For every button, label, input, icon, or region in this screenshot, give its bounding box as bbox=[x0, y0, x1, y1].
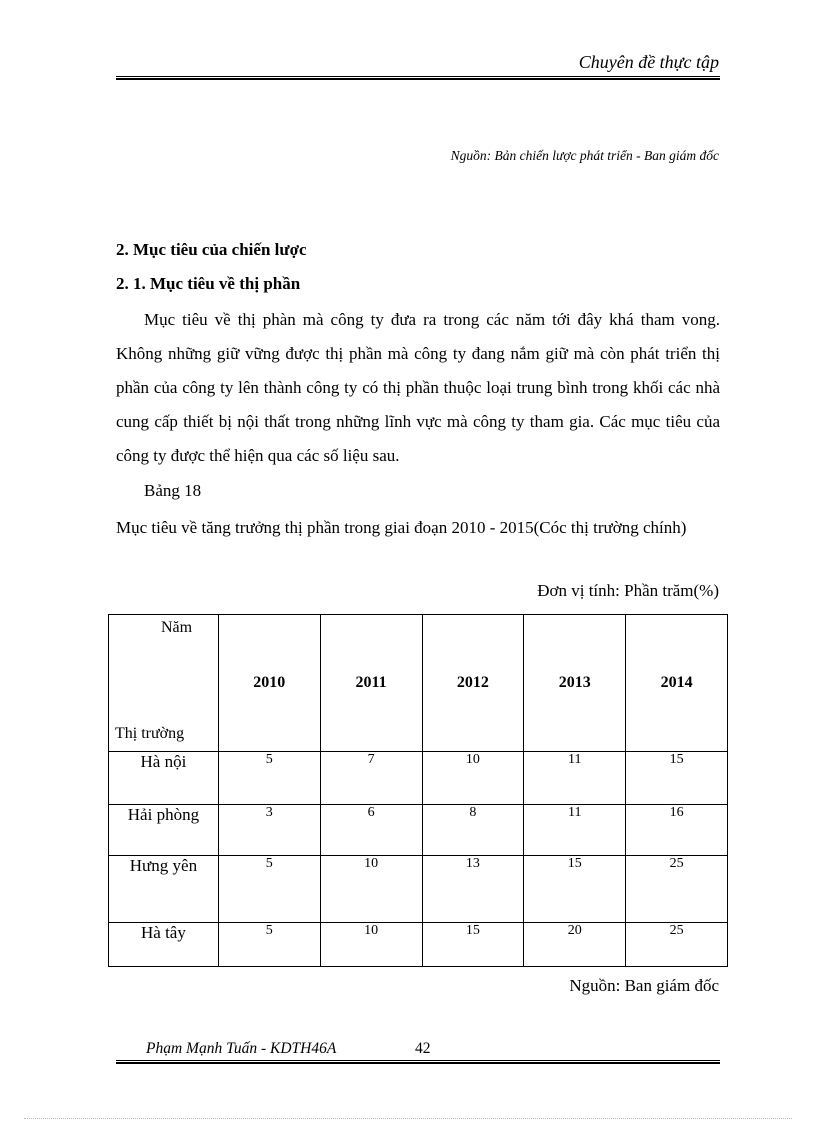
table-unit: Đơn vị tính: Phần trăm(%) bbox=[537, 581, 719, 600]
table-cell: 15 bbox=[524, 856, 626, 923]
table-source: Nguồn: Ban giám đốc bbox=[569, 976, 719, 995]
market-name: Hà nội bbox=[109, 752, 219, 805]
table-cell: 7 bbox=[320, 752, 422, 805]
corner-label-year: Năm bbox=[161, 619, 193, 636]
table-cell: 5 bbox=[218, 752, 320, 805]
table-cell: 25 bbox=[626, 856, 728, 923]
market-name: Hà tây bbox=[109, 923, 219, 967]
footer-author: Phạm Mạnh Tuấn - KDTH46A bbox=[146, 1040, 337, 1057]
header-title: Chuyên đề thực tập bbox=[578, 52, 719, 72]
market-name: Hải phòng bbox=[109, 805, 219, 856]
market-name: Hưng yên bbox=[109, 856, 219, 923]
body-paragraph: Mục tiêu về thị phàn mà công ty đưa ra trong các năm tới đây khá tham vong. Không những giữ vững được thị phần mà công ty đang nắm giữ mà còn phát triển thị phần của công ty lên thành công ty có thị phần thuộc loại trung bình trong khối các nhà cung cấp thiết bị nội thất trong những lĩnh vực mà công ty tham gia. Các mục tiêu của công ty được thể hiện qua các số liệu sau. bbox=[116, 310, 720, 465]
year-header: 2010 bbox=[218, 615, 320, 752]
source-note-top: Nguồn: Bản chiến lược phát triển - Ban giám đốc bbox=[450, 148, 719, 163]
table-cell: 10 bbox=[320, 856, 422, 923]
table-cell: 10 bbox=[422, 752, 524, 805]
section-heading: 2. Mục tiêu của chiến lược bbox=[116, 240, 307, 259]
page-number: 42 bbox=[415, 1040, 431, 1057]
section-subheading: 2. 1. Mục tiêu về thị phần bbox=[116, 274, 301, 293]
table-cell: 8 bbox=[422, 805, 524, 856]
year-header: 2012 bbox=[422, 615, 524, 752]
table-cell: 20 bbox=[524, 923, 626, 967]
table-cell: 10 bbox=[320, 923, 422, 967]
table-label: Bảng 18 bbox=[144, 481, 202, 500]
page-edge-line bbox=[24, 1118, 792, 1119]
table-cell: 15 bbox=[422, 923, 524, 967]
table-cell: 11 bbox=[524, 805, 626, 856]
table-row bbox=[109, 856, 728, 923]
table-cell: 11 bbox=[524, 752, 626, 805]
table-cell: 16 bbox=[626, 805, 728, 856]
table-cell: 13 bbox=[422, 856, 524, 923]
table-cell: 15 bbox=[626, 752, 728, 805]
table-cell: 5 bbox=[218, 856, 320, 923]
table-row bbox=[109, 923, 728, 967]
table-corner-cell bbox=[109, 615, 219, 752]
table-cell: 6 bbox=[320, 805, 422, 856]
header-rule bbox=[116, 76, 720, 80]
year-header: 2014 bbox=[626, 615, 728, 752]
table-cell: 5 bbox=[218, 923, 320, 967]
market-share-table bbox=[108, 614, 728, 967]
table-header-row bbox=[109, 615, 728, 752]
table-cell: 3 bbox=[218, 805, 320, 856]
year-header: 2013 bbox=[524, 615, 626, 752]
corner-label-market: Thị trường bbox=[115, 725, 185, 742]
table-cell: 25 bbox=[626, 923, 728, 967]
table-row bbox=[109, 805, 728, 856]
year-header: 2011 bbox=[320, 615, 422, 752]
table-row bbox=[109, 752, 728, 805]
footer-rule bbox=[116, 1060, 720, 1064]
table-caption: Mục tiêu về tăng trưởng thị phần trong giai đoạn 2010 - 2015(Cóc thị trường chính) bbox=[116, 518, 687, 537]
